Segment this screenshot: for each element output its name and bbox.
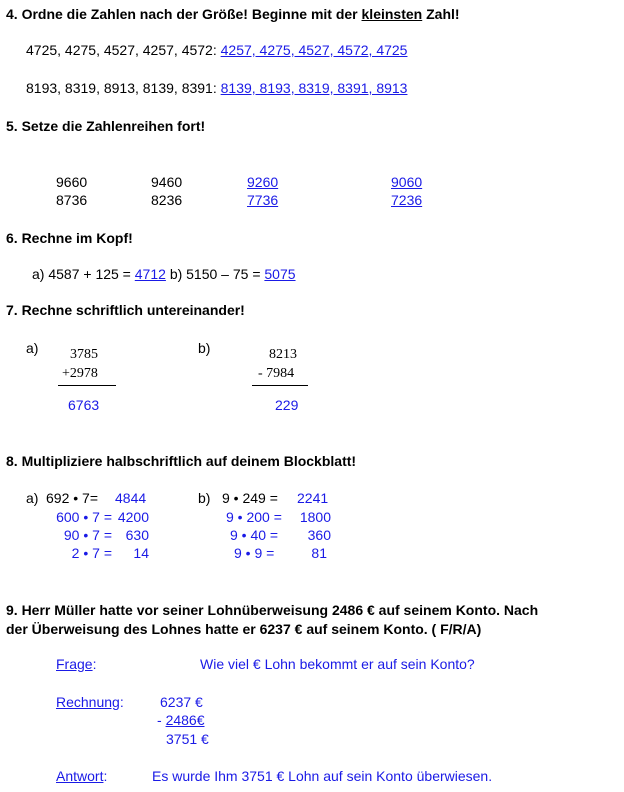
task9-antwort-text: Es wurde Ihm 3751 € Lohn auf sein Konto überwiesen. <box>152 768 493 784</box>
task5-row2-value-1: 8736 <box>56 192 88 208</box>
task7-a-sum-line <box>58 385 116 386</box>
task8-b-step-expression: 9 • 9 = <box>234 545 275 561</box>
task6-b-answer: 5075 <box>264 266 296 282</box>
task8-b-step-result: 360 <box>307 527 331 543</box>
task6-heading: 6. Rechne im Kopf! <box>6 230 133 246</box>
task8-a-step-expression: 2 • 7 = <box>71 545 112 561</box>
task9-calc-line-2 <box>157 712 205 729</box>
task8-b-main-expression: 9 • 249 = <box>222 490 278 506</box>
task7-a-result: 6763 <box>68 397 100 413</box>
task7-a-label: a) <box>26 340 39 356</box>
task8-b-label: b) <box>198 490 211 506</box>
task5-row1-answer-1: 9260 <box>247 174 279 190</box>
task4-heading-underlined: kleinsten <box>361 6 423 22</box>
task4-row2-numbers: 8193, 8319, 8913, 8139, 8391: <box>26 80 217 96</box>
task8-b-main-result: 2241 <box>297 490 329 506</box>
task4-row2-answer: 8139, 8193, 8319, 8391, 8913 <box>220 80 408 96</box>
task7-b-result: 229 <box>275 397 299 413</box>
task8-b-step-expression: 9 • 40 = <box>230 527 279 543</box>
task9-heading-line-2: der Überweisung des Lohnes hatte er 6237 € auf seinem Konto. ( F/R/A) <box>6 621 482 637</box>
task5-row1-value-1: 9660 <box>56 174 88 190</box>
task7-b-sum-line <box>252 385 308 386</box>
task8-a-main-expression: 692 • 7= <box>46 490 99 506</box>
task6-b-expression: b) 5150 – 75 = <box>169 266 261 282</box>
task9-rechnung-row: Rechnung: <box>56 694 124 710</box>
task4-row1-answer: 4257, 4275, 4527, 4572, 4725 <box>220 42 408 58</box>
task8-a-step-result: 4200 <box>117 509 149 525</box>
task8-a-main-result: 4844 <box>115 490 147 506</box>
task9-calc-minus: - <box>157 712 166 728</box>
task9-antwort-row: Antwort: <box>56 768 108 784</box>
task7-b-second-number: - 7984 <box>258 366 295 381</box>
task8-a-step-expression: 90 • 7 = <box>63 527 112 543</box>
task4-heading <box>6 6 460 23</box>
task4-heading-suffix: Zahl! <box>422 6 460 22</box>
task7-b-label: b) <box>198 340 211 356</box>
task9-rechnung-label: Rechnung <box>56 694 120 710</box>
task8-b-step-expression: 9 • 200 = <box>226 509 282 525</box>
task8-a-label: a) <box>26 490 39 506</box>
task9-calc-line-3: 3751 € <box>166 731 209 747</box>
task5-row1-value-2: 9460 <box>151 174 183 190</box>
task4-row1-numbers: 4725, 4275, 4527, 4257, 4572: <box>26 42 217 58</box>
task8-a-step-result: 14 <box>133 545 149 561</box>
task9-heading-line-1: 9. Herr Müller hatte vor seiner Lohnüberweisung 2486 € auf seinem Konto. Nach <box>6 602 539 618</box>
task9-calc-line-1: 6237 € <box>160 694 203 710</box>
task5-row2-answer-1: 7736 <box>247 192 279 208</box>
task8-a-step-expression: 600 • 7 = <box>56 509 112 525</box>
task7-heading: 7. Rechne schriftlich untereinander! <box>6 302 245 318</box>
task9-frage-text: Wie viel € Lohn bekommt er auf sein Konto? <box>200 656 475 672</box>
task7-b-top-number: 8213 <box>269 347 297 362</box>
task7-a-top-number: 3785 <box>70 347 98 362</box>
task9-frage-label: Frage <box>56 656 93 672</box>
task8-b-step-result: 1800 <box>299 509 331 525</box>
task5-row2-value-2: 8236 <box>151 192 183 208</box>
task9-calc-subtrahend: 2486€ <box>165 712 205 728</box>
task6-a-answer: 4712 <box>134 266 166 282</box>
task5-row1-answer-2: 9060 <box>391 174 423 190</box>
task5-row2-answer-2: 7236 <box>391 192 423 208</box>
task4-row2 <box>26 80 407 97</box>
task8-b-step-result: 81 <box>311 545 327 561</box>
task6-line <box>32 266 296 283</box>
task8-heading: 8. Multipliziere halbschriftlich auf deinem Blockblatt! <box>6 453 357 469</box>
task9-frage-row: Frage: <box>56 656 97 672</box>
task6-a-expression: a) 4587 + 125 = <box>32 266 131 282</box>
task9-antwort-label: Antwort <box>56 768 104 784</box>
task4-heading-prefix: 4. Ordne die Zahlen nach der Größe! Beginne mit der <box>6 6 362 22</box>
task5-heading: 5. Setze die Zahlenreihen fort! <box>6 118 206 134</box>
task4-row1 <box>26 42 407 59</box>
task7-a-second-number: +2978 <box>62 366 98 381</box>
task8-a-step-result: 630 <box>125 527 149 543</box>
